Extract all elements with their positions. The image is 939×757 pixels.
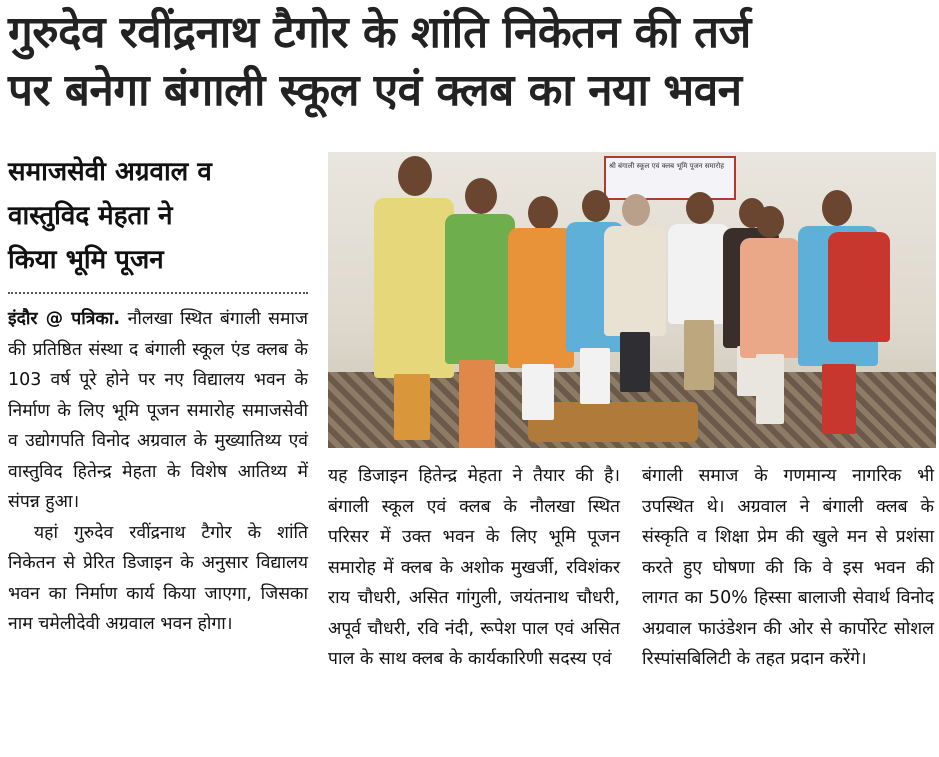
news-photo xyxy=(328,152,936,448)
headline xyxy=(8,4,933,120)
article-paragraph-2: यहां गुरुदेव रवींद्रनाथ टैगोर के शांति निकेतन से प्रेरित डिजाइन के अनुसार विद्यालय भवन का निर्माण कार्य किया जाएगा, जिसका नाम चमेलीदेवी अग्रवाल भवन होगा। xyxy=(8,522,308,634)
dateline: इंदौर @ पत्रिका. xyxy=(8,309,121,329)
article-paragraph-4: बंगाली समाज के गणमान्य नागरिक भी उपस्थित थे। अग्रवाल ने बंगाली क्लब के संस्कृति व शिक्षा प्रेम की खुले मन से प्रशंसा करते हुए घोषणा की कि वे इस भवन की लागत का 50% हिस्सा बालाजी सेवार्थ विनोद अग्रवाल फाउंडेशन की ओर से कार्पोरेट सोशल रिस्पांसबिलिटी के तहत प्रदान करेंगे। xyxy=(642,466,934,669)
subheadline xyxy=(8,150,308,282)
article-paragraph-1: नौलखा स्थित बंगाली समाज की प्रतिष्ठित संस्था द बंगाली स्कूल एंड क्लब के 103 वर्ष पूरे होने पर नए विद्यालय भवन के निर्माण के लिए भूमि पूजन समारोह समाजसेवी व उद्योगपति विनोद अग्रवाल के मुख्यातिथ्य एवं वास्तुविद हितेन्द्र मेहता के विशेष आतिथ्य में संपन्न हुआ। xyxy=(8,309,308,512)
subheadline-line-2: वास्तुविद मेहता ने xyxy=(8,201,173,231)
headline-line-1: गुरुदेव रवींद्रनाथ टैगोर के शांति निकेतन की तर्ज xyxy=(8,7,751,58)
article-paragraph-3: यह डिजाइन हितेन्द्र मेहता ने तैयार की है। बंगाली स्कूल एवं क्लब के नौलखा स्थित परिसर में उक्त भवन के लिए भूमि पूजन समारोह में क्लब के अशोक मुखर्जी, रविशंकर राय चौधरी, असित गांगुली, जयंतनाथ चौधरी, अपूर्व चौधरी, रवि नंदी, रूपेश पाल एवं असित पाल के साथ क्लब के कार्यकारिणी सदस्य एवं xyxy=(328,466,620,669)
photo-banner: श्री बंगाली स्कूल एवं क्लब भूमि पूजन समारोह xyxy=(604,156,736,200)
article-column-3 xyxy=(642,461,934,675)
subheadline-line-3: किया भूमि पूजन xyxy=(8,245,164,275)
article-column-1 xyxy=(8,304,308,640)
subheadline-line-1: समाजसेवी अग्रवाल व xyxy=(8,157,212,187)
article-column-2 xyxy=(328,461,620,675)
dotted-divider xyxy=(8,292,308,294)
headline-line-2: पर बनेगा बंगाली स्कूल एवं क्लब का नया भवन xyxy=(8,65,742,116)
